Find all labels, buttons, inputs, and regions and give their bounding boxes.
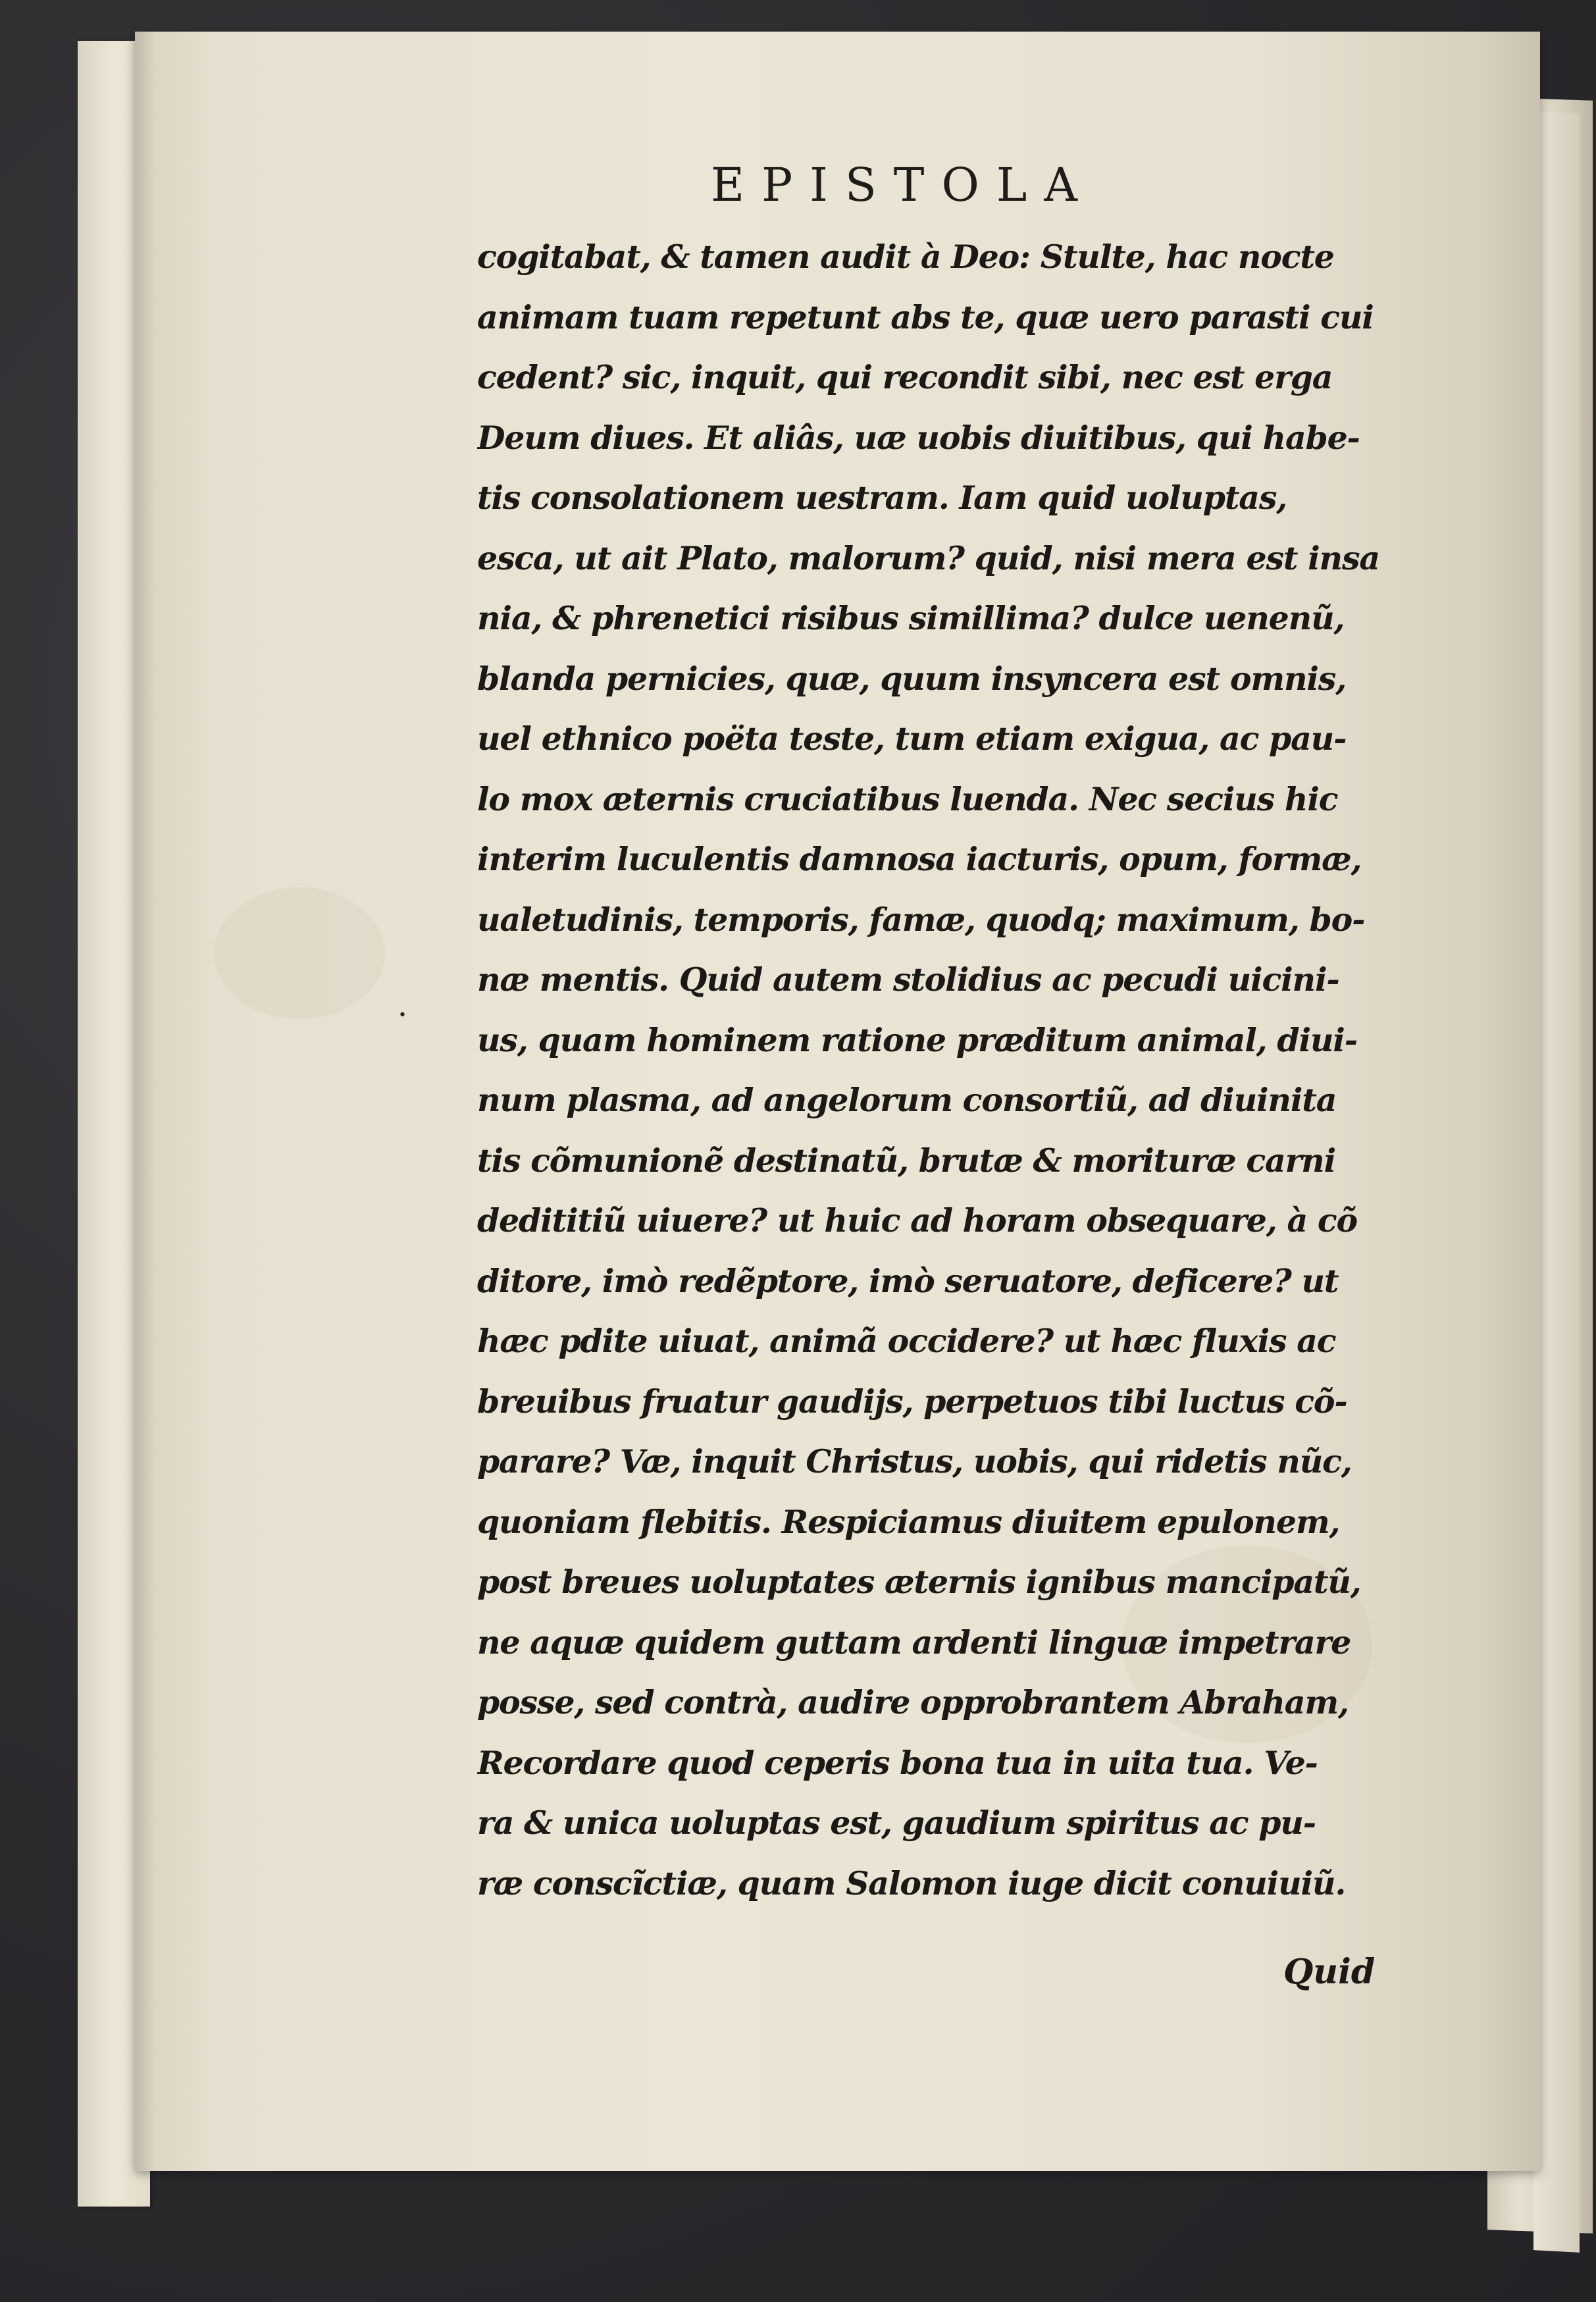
- page-gutter-shadow: [135, 32, 155, 2171]
- text-line: ditore, imò redẽptore, imò seruatore, deficere? ut: [477, 1261, 1339, 1300]
- text-line: cogitabat, & tamen audit à Deo: Stulte, hac nocte: [477, 238, 1334, 276]
- text-line: ræ conscĩctiæ, quam Salomon iuge dicit conuiuiũ.: [477, 1864, 1346, 1902]
- text-line: interim luculentis damnosa iacturis, opum, formæ,: [477, 840, 1362, 878]
- text-line: nia, & phrenetici risibus simillima? dulce uenenũ,: [477, 599, 1345, 637]
- text-line: posse, sed contrà, audire opprobrantem Abraham,: [477, 1683, 1349, 1721]
- text-line: næ mentis. Quid autem stolidius ac pecudi uicini-: [477, 960, 1339, 999]
- text-line: parare? Væ, inquit Christus, uobis, qui ridetis nũc,: [477, 1442, 1352, 1480]
- text-line: ra & unica uoluptas est, gaudium spiritus ac pu-: [477, 1804, 1316, 1842]
- ink-dot: •: [398, 1007, 407, 1024]
- page-stack-right-edge: [1533, 111, 1580, 2253]
- running-head: EPISTOLA: [711, 158, 1094, 212]
- text-line: num plasma, ad angelorum consortiũ, ad diuinita: [477, 1081, 1337, 1119]
- text-line: hæc pdite uiuat, animã occidere? ut hæc fluxis ac: [477, 1322, 1336, 1360]
- body-text: [477, 227, 1412, 1914]
- text-line: esca, ut ait Plato, malorum? quid, nisi mera est insa: [477, 538, 1379, 577]
- text-line: dedititiũ uiuere? ut huic ad horam obsequare, à cõ: [477, 1201, 1358, 1240]
- text-line: blanda pernicies, quæ, quum insyncera est omnis,: [477, 659, 1347, 698]
- text-line: ne aquæ quidem guttam ardenti linguæ impetrare: [477, 1623, 1351, 1661]
- catchword: Quid: [1283, 1952, 1376, 1992]
- text-line: uel ethnico poëta teste, tum etiam exigua, ac pau-: [477, 719, 1347, 758]
- text-line: cedent? sic, inquit, qui recondit sibi, nec est erga: [477, 358, 1333, 396]
- text-line: us, quam hominem ratione præditum animal, diui-: [477, 1020, 1357, 1059]
- text-line: tis cõmunionẽ destinatũ, brutæ & morituræ carni: [477, 1141, 1336, 1180]
- text-line: lo mox æternis cruciatibus luenda. Nec secius hic: [477, 779, 1338, 818]
- text-line: Recordare quod ceperis bona tua in uita tua. Ve-: [477, 1743, 1318, 1782]
- text-line: Deum diues. Et aliâs, uæ uobis diuitibus, qui habe-: [477, 418, 1360, 457]
- text-line: ualetudinis, temporis, famæ, quodq; maximum, bo-: [477, 900, 1365, 939]
- text-line: tis consolationem uestram. Iam quid uoluptas,: [477, 479, 1287, 517]
- text-line: quoniam flebitis. Respiciamus diuitem epulonem,: [477, 1502, 1340, 1541]
- paper-stain: [214, 887, 385, 1019]
- text-line: breuibus fruatur gaudijs, perpetuos tibi luctus cõ-: [477, 1382, 1347, 1421]
- text-line: post breues uoluptates æternis ignibus mancipatũ,: [477, 1563, 1361, 1601]
- text-line: animam tuam repetunt abs te, quæ uero parasti cui: [477, 298, 1374, 336]
